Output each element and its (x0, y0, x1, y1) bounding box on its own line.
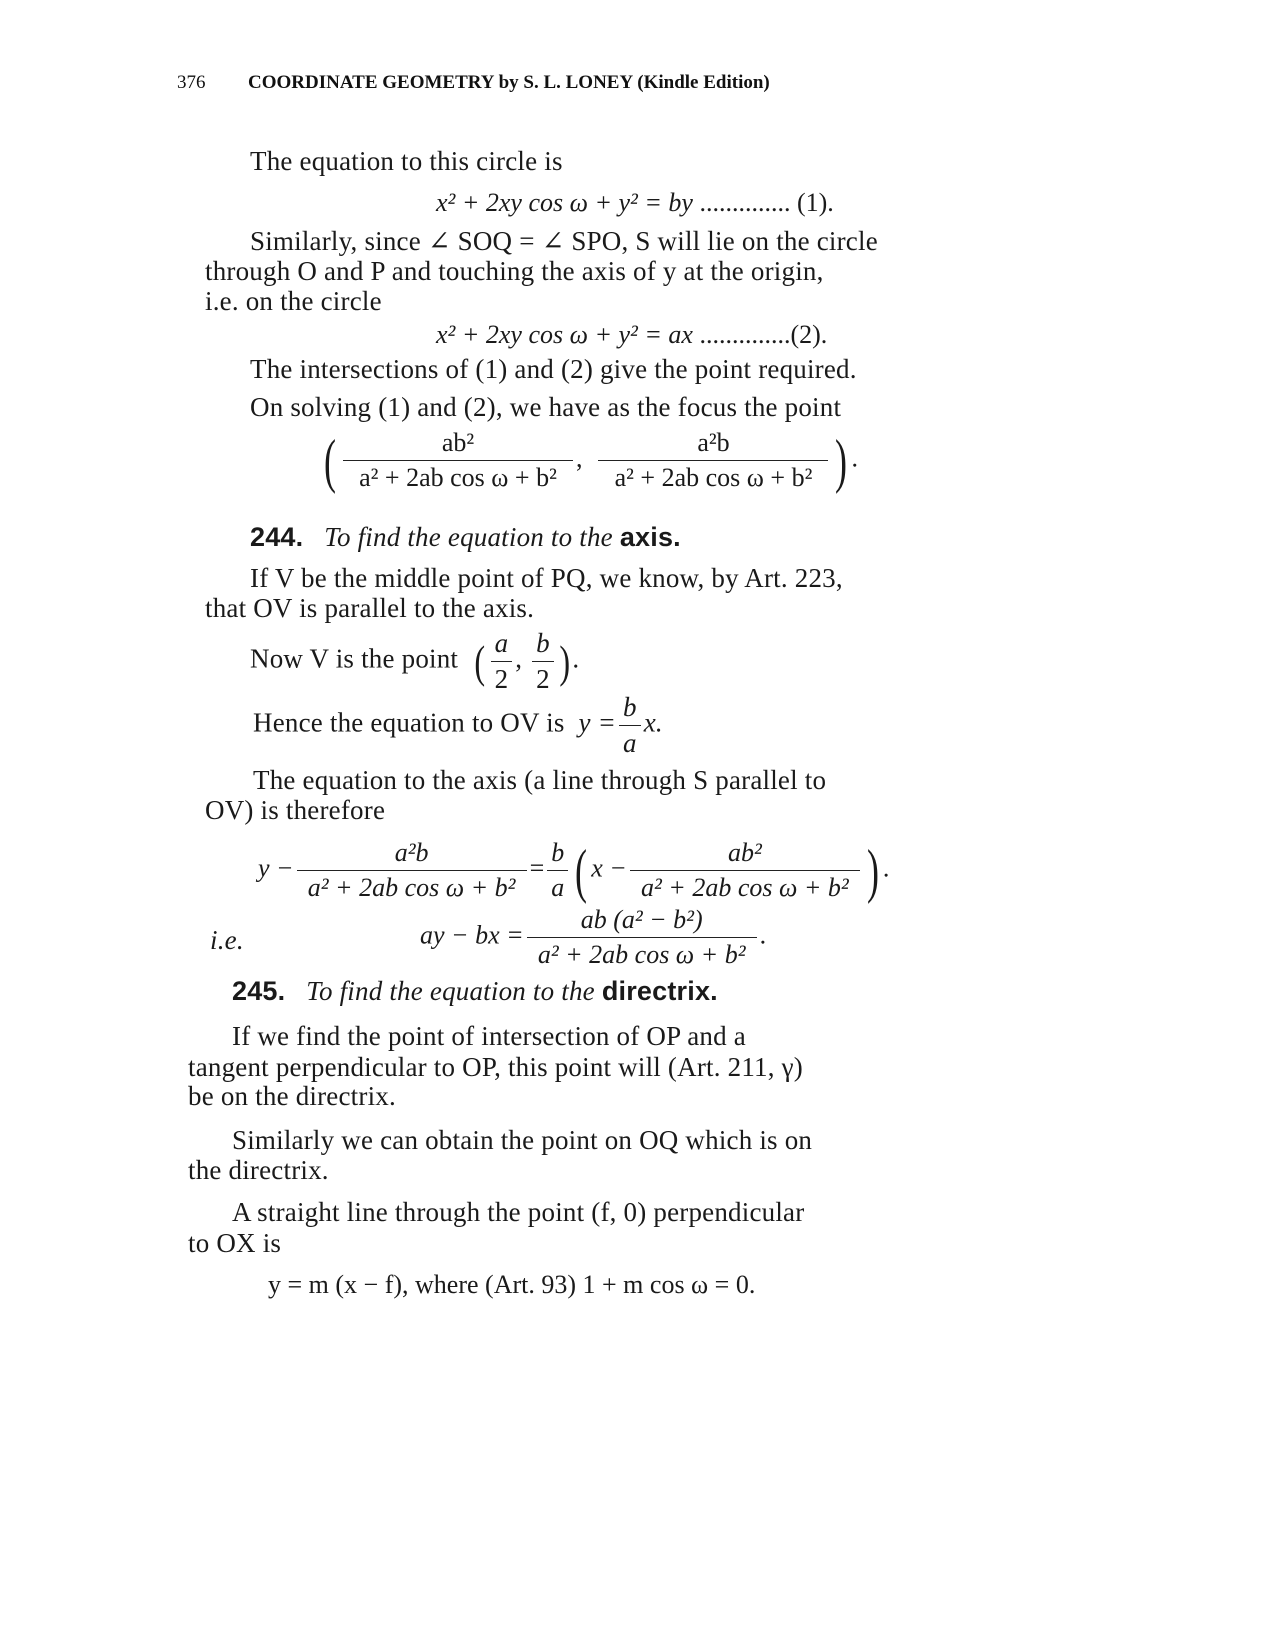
equation-2 (436, 320, 827, 350)
focus-close-paren: ) (835, 427, 848, 494)
eq1-lhs: x² + 2xy cos ω + y² = by (436, 188, 693, 217)
line-11: The equation to the axis (a line through S parallel to (253, 765, 827, 795)
ie-lhs: ay − bx = (420, 920, 524, 950)
focus-num-2: a²b (598, 428, 828, 461)
axis-y: y − (258, 853, 294, 883)
focus-frac-2 (598, 428, 828, 493)
article-245-heading (232, 976, 718, 1007)
axis-x: x − (591, 853, 627, 883)
ie-equation: ay − bx = $\frac{\text{ab (a² − b²)}}{\text{a² + 2ab cos ω + b²}}$ . (420, 905, 767, 969)
focus-open-paren: ( (323, 427, 336, 494)
line-16: Similarly we can obtain the point on OQ which is on (232, 1125, 813, 1155)
v-num-a: a (491, 628, 513, 662)
ie-den: a² + 2ab cos ω + b² (537, 940, 746, 969)
axis-num-1: a²b (297, 838, 527, 871)
v-point-line: Now V is the point ( $\frac{a}{2}$ , $\frac{b}{2}$ ). (250, 628, 580, 694)
ie-num: ab (a² − b²) (527, 905, 757, 938)
v-frac-a (491, 628, 513, 695)
final-equation: y = m (x − f), where (Art. 93) 1 + m cos ω = 0. (268, 1270, 756, 1299)
line-2: Similarly, since ∠ SOQ = ∠ SPO, S will lie on the circle (250, 226, 878, 256)
running-header: COORDINATE GEOMETRY by S. L. LONEY (Kindle Edition) (248, 72, 770, 93)
axis-open-paren: ( (575, 837, 588, 904)
line-15: be on the directrix. (188, 1081, 396, 1111)
focus-point: ( $\frac{\text{ab²}}{\text{a² + 2ab cos ω + b²}}$ , $\frac{\text{a²b}}{\text{a² + 2ab cos ω + b²}}$ ) . (323, 427, 858, 494)
axis-close-paren: ) (866, 837, 879, 904)
line-13: If we find the point of intersection of OP and a (232, 1021, 746, 1051)
line-14: tangent perpendicular to OP, this point will (Art. 211, γ) (188, 1052, 803, 1082)
focus-frac-1 (343, 428, 573, 493)
line-10: Hence the equation to OV is (253, 707, 565, 738)
focus-num-1: ab² (343, 428, 573, 461)
ov-x: x. (643, 707, 663, 738)
line-17: the directrix. (188, 1155, 329, 1185)
ie-text: i.e. (210, 925, 244, 955)
ov-den: a (623, 728, 637, 758)
eq2-tag: (2). (790, 320, 828, 349)
line-18: A straight line through the point (f, 0) perpendicular (232, 1197, 805, 1227)
v-frac-b (532, 628, 554, 695)
line-7: If V be the middle point of PQ, we know, by Art. 223, (250, 563, 843, 593)
line-8: that OV is parallel to the axis. (205, 593, 535, 623)
article-244-bold: axis. (619, 522, 681, 552)
equation-1 (436, 188, 834, 218)
axis-num-3: ab² (630, 838, 860, 871)
ov-equation-line (253, 692, 663, 759)
eq1-dots: .............. (692, 188, 797, 217)
focus-den-1: a² + 2ab cos ω + b² (359, 463, 557, 492)
axis-equation: y − $\frac{\text{a²b}}{\text{a² + 2ab cos ω + b²}}$ = $\frac{b}{a}$ ( x − $\frac{\text{ab²}}{\text{a² + 2ab cos ω + b²}}$ ) . (258, 837, 890, 904)
line-6: On solving (1) and (2), we have as the focus the point (250, 392, 842, 422)
axis-den-1: a² + 2ab cos ω + b² (307, 873, 516, 902)
axis-frac-1 (297, 838, 527, 903)
article-245-bold: directrix. (601, 976, 718, 1006)
article-245-title: To find the equation to the (306, 976, 595, 1006)
axis-den-3: a² + 2ab cos ω + b² (640, 873, 849, 902)
ov-y: y = (578, 707, 617, 738)
page-number: 376 (177, 72, 206, 93)
eq2-dots: .............. (692, 320, 791, 349)
ie-label (210, 925, 244, 956)
eq1-tag: (1). (796, 188, 834, 217)
v-den-a: 2 (494, 664, 509, 694)
line-9: Now V is the point (250, 643, 459, 674)
axis-frac-3 (630, 838, 860, 903)
axis-frac-2 (547, 838, 568, 903)
line-5: The intersections of (1) and (2) give the point required. (250, 354, 857, 384)
axis-den-2: a (551, 873, 565, 902)
ie-frac (527, 905, 757, 970)
article-244-number: 244. (250, 522, 304, 552)
axis-num-2: b (547, 838, 568, 871)
v-num-b: b (532, 628, 554, 662)
line-1: The equation to this circle is (250, 146, 563, 176)
article-245-number: 245. (232, 976, 286, 1006)
axis-equals: = (529, 853, 545, 883)
v-open-paren: ( (474, 635, 486, 687)
line-3: through O and P and touching the axis of y at the origin, (205, 256, 824, 286)
v-den-b: 2 (536, 664, 550, 694)
article-244-title: To find the equation to the (324, 522, 613, 552)
line-19: to OX is (188, 1228, 282, 1258)
ov-num: b (619, 692, 641, 726)
focus-den-2: a² + 2ab cos ω + b² (614, 463, 813, 492)
ov-frac (619, 692, 641, 759)
line-12: OV) is therefore (205, 795, 386, 825)
line-4: i.e. on the circle (205, 286, 382, 316)
article-244-heading (250, 522, 681, 553)
eq2-lhs: x² + 2xy cos ω + y² = ax (436, 320, 693, 349)
v-close-paren: ) (559, 635, 571, 687)
